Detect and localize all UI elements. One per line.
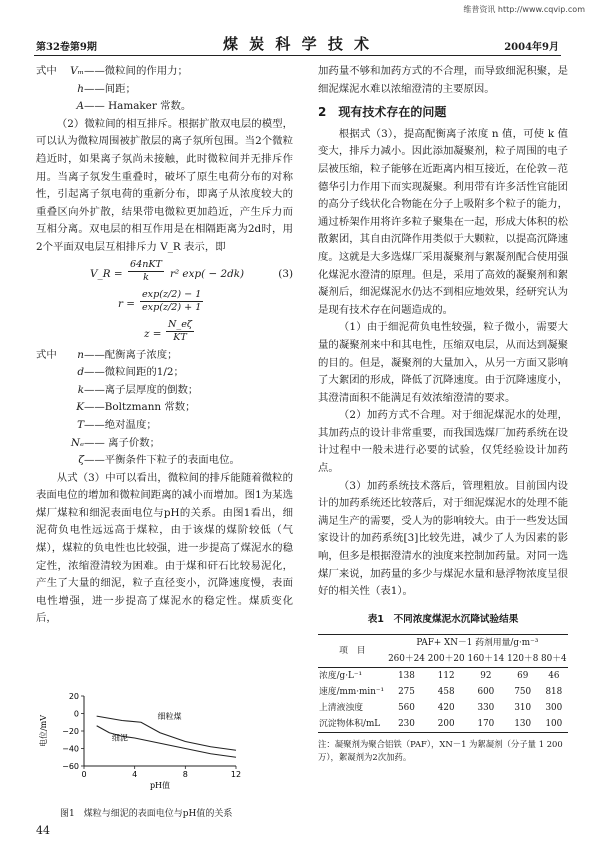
x-axis-label: pH值 (149, 781, 171, 790)
table-cell: 750 (514, 687, 532, 698)
definition-row (36, 435, 293, 453)
table-cell: 600 (477, 687, 495, 698)
def-text: ——平衡条件下粒子的表面电位。 (84, 454, 240, 467)
definitions-2 (36, 347, 293, 470)
right-column (318, 63, 568, 764)
table-row (318, 668, 568, 685)
table-cell: 138 (387, 668, 427, 685)
def-lead: 式中 (36, 348, 57, 361)
def-lead (36, 399, 62, 417)
journal-title: 煤 炭 科 学 技 术 (222, 35, 373, 53)
eq3-denominator: k (143, 271, 149, 283)
def-text: ——配衡离子浓度； (84, 348, 178, 361)
definition-row (36, 81, 293, 99)
eqr-fraction (140, 289, 203, 314)
def-symbol: Nₑ (70, 436, 84, 449)
paragraph-technology-problem: 根据式（3），提高配衡离子浓度 n 值，可使 k 值变大，排斥力减小。因此添加凝聚剂，粒子周围的电子层被压缩，粒子能够在近距离内相互接近，在伦敦－范德华引力作用下而实现凝聚。利用带有许多活性官能团的高分子线状化合物能在分子上吸附多个粒子的能力，通过桥架作用将许多粒子聚集在一起，形成大体积的松散絮团，其自由沉降作用类似于大颗粒，以提高沉降速度。这就是大多选煤厂采用凝聚剂与絮凝剂配合使用强化煤泥水澄清的原理。但是，采用了高效的凝聚剂和絮凝剂后，细泥煤泥水仍达不到相应地效果，经研究认为是现有技术存在问题造成的。 (318, 127, 568, 316)
table-cell: 818 (545, 687, 563, 698)
table-cell: 170 (466, 716, 506, 733)
eqz-fraction (166, 319, 194, 344)
paragraph-figure-discussion: 从式（3）中可以看出，微粒间的排斥能随着微粒的表面电位的增加和微粒间距离的减小而增加。图1为某选煤厂煤粒和细泥表面电位与pH的关系。由图1看出，细泥荷负电性远远高于煤粒，由于该煤的煤阶较低（气煤），煤粒的负电性也比较强，进一步提高了煤泥水的稳定性，浓缩澄清较为困难。由于煤和矸石比较易泥化，产生了大量的细泥，粒子直径变小，沉降速度慢，表面电性增强，进一步提高了煤泥水的稳定性。煤质变化后， (36, 471, 293, 625)
eq3-rest: r² exp( − 2dk) (170, 267, 245, 280)
def-symbol: A (76, 100, 84, 113)
figure-1-chart (36, 690, 293, 790)
eqz-lhs: z = (144, 327, 162, 340)
def-lead (36, 417, 62, 435)
row-label: 沉淀物体积/mL (318, 716, 387, 733)
eqr-numerator: exp(z/2) − 1 (142, 288, 202, 300)
eq3-number: (3) (278, 267, 293, 280)
x-tick-label: 0 (81, 770, 87, 779)
def-symbol: T (77, 418, 84, 431)
column-header: 200＋20 (427, 654, 465, 665)
def-symbol: k (77, 383, 84, 396)
definition-row (36, 98, 293, 116)
table-cell: 230 (387, 716, 427, 733)
equation-z (36, 317, 293, 347)
def-symbol: ζ (78, 454, 84, 467)
watermark: 维普资讯 http://www.cqvip.com (463, 5, 585, 14)
definition-row (36, 63, 293, 81)
table-cell: 330 (477, 703, 495, 714)
table-cell: 458 (437, 687, 455, 698)
table-cell: 100 (540, 716, 568, 733)
results-table (318, 634, 568, 733)
paragraph-point-1: （1）由于细泥荷负电性较强，粒子微小，需要大量的凝聚剂来中和其电性，压缩双电层，从而达到凝聚的目的。但是，凝聚剂的大量加入，从另一方面又影响了大絮团的形成，降低了沉降速度。由于沉降速度小，其澄清面积不能满足有效浓缩澄清的要求。 (318, 321, 568, 404)
def-lead (36, 364, 62, 382)
figure-caption: 图1 煤粒与细泥的表面电位与pH值的关系 (60, 809, 233, 819)
def-text: —— 离子价数； (84, 436, 161, 449)
table-row (318, 684, 568, 700)
def-lead (36, 98, 62, 116)
equation-r (36, 287, 293, 317)
series-label-1: 细粒煤 (157, 711, 182, 721)
table-cell: 275 (398, 687, 415, 698)
y-tick-label: −60 (62, 762, 79, 771)
def-text: ——微粒间距的1/2； (84, 366, 184, 379)
eqr-lhs: r = (118, 297, 135, 310)
header-rule (34, 55, 561, 56)
row-label: 浓度/g·L⁻¹ (318, 668, 387, 685)
definition-row (36, 364, 293, 382)
eq3-lhs: V_R = (90, 267, 123, 280)
eqz-denominator: KT (173, 331, 187, 343)
issue-label: 第32卷第9期 (36, 42, 97, 53)
definition-row (36, 399, 293, 417)
chart-svg (36, 690, 293, 790)
def-symbol: n (77, 348, 84, 361)
row-label: 速度/mm·min⁻¹ (319, 687, 385, 698)
definitions-1 (36, 63, 293, 116)
y-tick-label: 20 (68, 692, 79, 701)
table-cell: 130 (506, 716, 540, 733)
def-lead (36, 81, 62, 99)
section-title: 2 现有技术存在的问题 (318, 105, 447, 120)
x-tick-label: 4 (132, 770, 138, 779)
table-cell: 200 (426, 716, 466, 733)
def-lead (36, 382, 62, 400)
page-number: 44 (36, 824, 50, 837)
def-symbol: K (76, 401, 84, 414)
eqz-numerator: N_eζ (168, 318, 193, 330)
table-cell: 112 (426, 668, 466, 685)
table-cell: 69 (506, 668, 540, 685)
def-text: —— Hamaker 常数。 (84, 100, 192, 113)
definition-row (36, 452, 293, 470)
paragraph-continued: 加药量不够和加药方式的不合理，而导致细泥积聚，是细泥煤泥水难以浓缩澄清的主要原因。 (318, 65, 568, 95)
table-cell: 92 (466, 668, 506, 685)
eq3-numerator: 64nKT (130, 258, 162, 270)
group-header: PAF+ XN－1 药剂用量/g·m⁻³ (387, 635, 568, 652)
def-lead: 式中 (36, 65, 57, 77)
def-symbol: Vₘ (70, 65, 84, 77)
column-header: 80＋4 (541, 654, 567, 665)
table-cell: 560 (398, 703, 415, 714)
eqr-denominator: exp(z/2) + 1 (142, 301, 202, 313)
issue-date: 2004年9月 (504, 42, 559, 53)
table-cell: 310 (514, 703, 532, 714)
def-text: ——间距； (84, 82, 136, 95)
column-header: 260＋24 (388, 654, 425, 665)
def-text: ——Boltzmann 常数； (84, 401, 196, 414)
paragraph-point-3: （3）加药系统技术落后，管理粗放。目前国内设计的加药系统还比较落后，对于细泥煤泥水的处理不能满足生产的需要，受人为的影响较大。由于一些发达国家设计的加药系统[3]比较先进，减少了人为因素的影响，但多是根据澄清水的浊度来控制加药量。对同一选煤厂来说，加药量的多少与煤泥水量和悬浮物浓度呈很好的相关性（表1）。 (318, 479, 568, 598)
def-text: ——绝对温度； (84, 418, 157, 431)
item-header: 项 目 (318, 635, 387, 668)
equation-3 (36, 257, 293, 287)
table-row (318, 700, 568, 716)
y-tick-label: 0 (73, 709, 79, 719)
column-header: 120＋8 (507, 654, 539, 665)
def-text: ——微粒间的作用力； (84, 65, 188, 77)
y-tick-label: −40 (62, 744, 79, 754)
definition-row (36, 382, 293, 400)
table-cell: 300 (545, 703, 563, 714)
y-axis-label: 电位/mV (39, 714, 48, 748)
table-title: 表1 不同浓度煤泥水沉降试验结果 (367, 613, 519, 625)
paragraph-point-2: （2）加药方式不合理。对于细泥煤泥水的处理，其加药点的设计非常重要，而我国选煤厂加药系统在设计过程中一般未进行必要的试验，仅凭经验设计加药点。 (318, 409, 568, 475)
def-text: ——离子层厚度的倒数； (84, 383, 199, 396)
column-header: 160＋14 (467, 654, 505, 665)
def-lead (36, 452, 62, 470)
series-label-2: 细泥 (111, 733, 128, 743)
definition-row (36, 347, 293, 365)
definition-row (36, 417, 293, 435)
row-label: 上清液浊度 (319, 703, 363, 714)
table-header-row (318, 635, 568, 652)
paragraph-repulsion: （2）微粒间的相互排斥。根据扩散双电层的模型，可以认为微粒周围被扩散层的离子氛所包围。当2个微粒趋近时，如果离子氛尚未接触，此时微粒间并无排斥作用。当离子氛发生重叠时，破坏了原生电荷分布的对称性，引起离子氛电荷的重新分布，即离子从浓度较大的重叠区向外扩散，结果带电微粒更加趋近，产生斥力而互相分离。双电层的相互作用是在相隔距离为2d时，用2个平面双电层互相排斥力 V_R 表示，即 (36, 117, 293, 253)
table-note: 注：凝聚剂为聚合铝铁（PAF），XN－1 为絮凝剂（分子量 1 200万），絮凝剂为2次加药。 (318, 739, 563, 763)
x-tick-label: 8 (182, 770, 188, 779)
def-symbol: h (77, 82, 84, 95)
table-row (318, 716, 568, 733)
x-tick-label: 12 (230, 770, 242, 779)
def-symbol: d (77, 366, 84, 379)
y-tick-label: −20 (62, 727, 79, 736)
table-cell: 46 (540, 668, 568, 685)
left-column (36, 63, 293, 628)
def-lead (36, 435, 62, 453)
table-cell: 420 (437, 703, 455, 714)
eq3-fraction (128, 259, 164, 284)
